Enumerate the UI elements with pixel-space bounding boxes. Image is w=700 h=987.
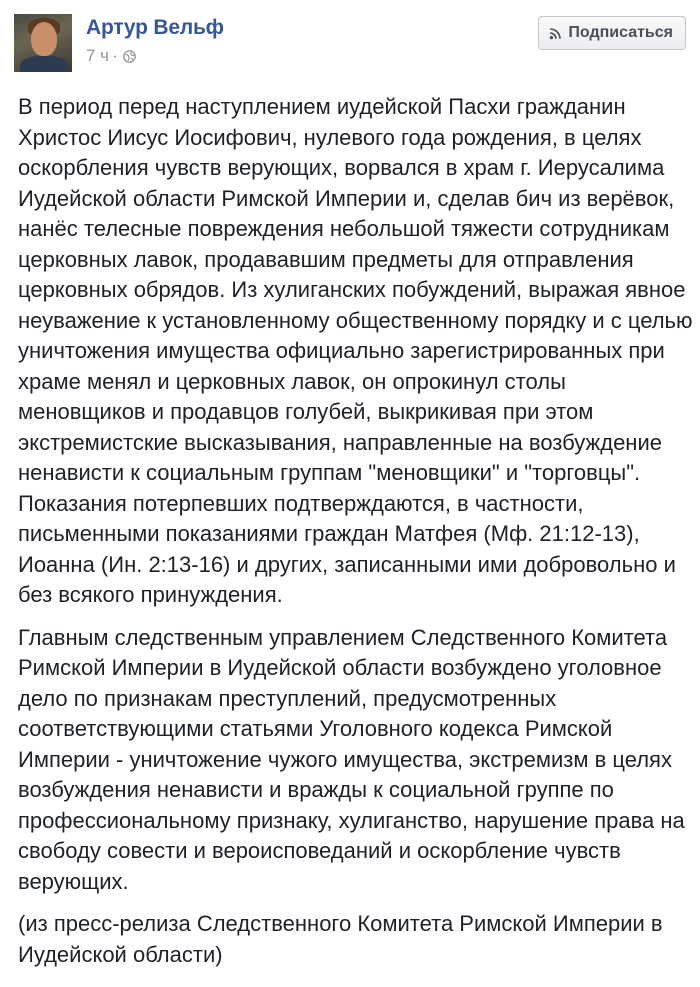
post-paragraph-3: (из пресс-релиза Следственного Комитета Римской Империи в Иудейской области) [18,911,663,967]
post-timestamp[interactable]: 7 ч [86,46,110,65]
author-name-link[interactable]: Артур Вельф [86,16,224,39]
post-paragraph-1: В период перед наступлением иудейской Пасхи гражданин Христос Иисус Иосифович, нулевого года рождения, в целях оскорбления чувств верующих, ворвался в храм г. Иерусалима Иудейской области Римской Империи и, сделав бич из верёвок, нанёс телесные повреждения небольшой тяжести сотрудникам церковных лавок, продававшим предметы для отправления церковных обрядов. Из хулиганских побуждений, выражая явное неуважение к установленному общественному порядку и с целью уничтожения имущества официально зарегистрированных при храме менял и церковных лавок, он опрокинул столы меновщиков и продавцов голубей, выкрикивая при этом экстремистские высказывания, направленные на возбуждение ненависти к социальным группам "меновщики" и "торговцы". Показания потерпевших подтверждаются, в частности, письменными показаниями граждан Матфея (Мф. 21:12-13), Иоанна (Ин. 2:13-16) и других, записанными ими добровольно и без всякого принуждения. [18,94,693,607]
avatar-face [31,22,57,56]
post-header [14,14,686,74]
subscribe-label: Подписаться [568,24,673,41]
globe-icon[interactable] [123,50,136,63]
meta-separator: · [112,46,118,65]
post-paragraph-2: Главным следственным управлением Следственного Комитета Римской Империи в Иудейской области возбуждено уголовное дело по признакам преступлений, предусмотренных соответствующими статьями Уголовного кодекса Римской Империи - уничтожение чужого имущества, экстремизм в целях возбуждения ненависти и вражды к социальной группе по профессиональному признаку, хулиганство, нарушение права на свободу совести и вероисповеданий и оскорбление чувств верующих. [18,624,685,894]
post-body [18,92,698,982]
rss-icon [549,27,562,40]
avatar-shirt [20,56,68,72]
post-meta [86,46,136,66]
avatar[interactable] [14,14,72,72]
subscribe-button[interactable] [538,16,686,50]
